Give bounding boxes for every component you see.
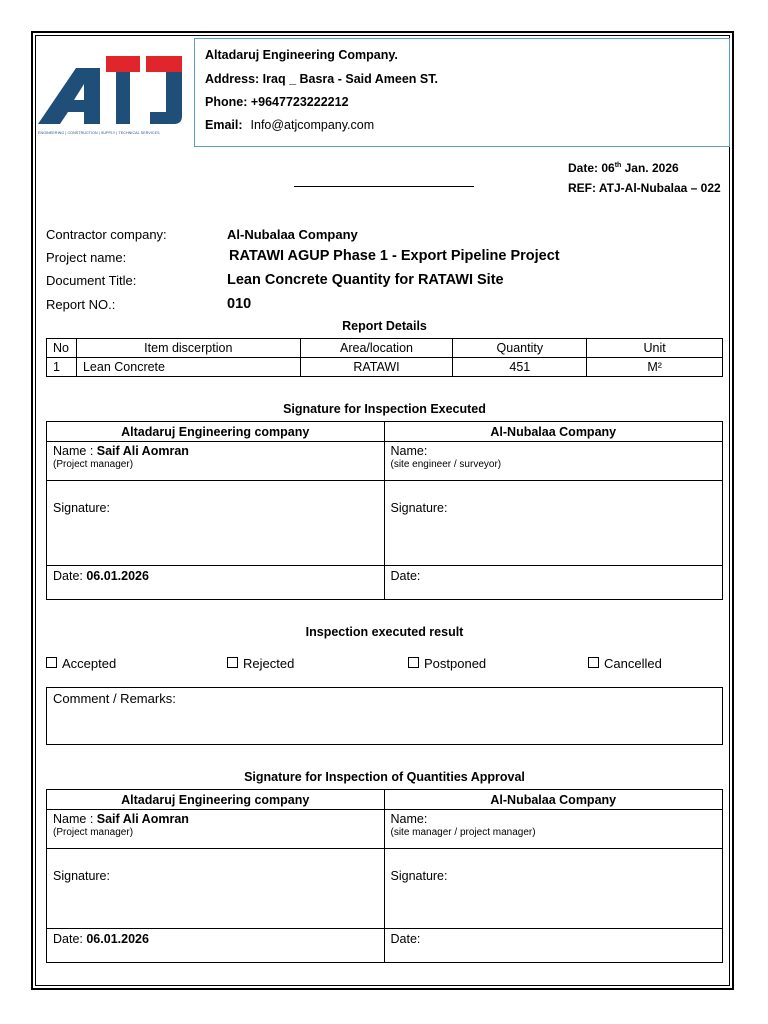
comment-remarks-field[interactable] bbox=[46, 687, 723, 745]
report-no-label: Report NO.: bbox=[46, 297, 116, 312]
quantities-approval-title: Signature for Inspection of Quantities Approval bbox=[244, 770, 525, 784]
column-header: No bbox=[47, 339, 77, 358]
report-details-title: Report Details bbox=[342, 319, 427, 333]
table-header-row bbox=[47, 339, 723, 358]
document-date: Date: 06th Jan. 2026 bbox=[568, 161, 679, 175]
left-signature-field[interactable]: Signature: bbox=[47, 849, 385, 929]
left-signature-field[interactable]: Signature: bbox=[47, 481, 385, 566]
table-row bbox=[47, 358, 723, 377]
contractor-value: Al-Nubalaa Company bbox=[227, 227, 358, 242]
left-company-header: Altadaruj Engineering company bbox=[47, 422, 385, 442]
right-signature-field[interactable]: Signature: bbox=[384, 849, 723, 929]
project-value: RATAWI AGUP Phase 1 - Export Pipeline Project bbox=[229, 248, 560, 264]
company-address: Address: Iraq _ Basra - Said Ameen ST. bbox=[205, 72, 438, 86]
cell-area: RATAWI bbox=[300, 358, 453, 377]
checkbox-icon[interactable] bbox=[408, 657, 419, 668]
inspection-executed-title: Signature for Inspection Executed bbox=[283, 402, 486, 416]
cell-quantity: 451 bbox=[453, 358, 587, 377]
right-name-cell[interactable]: Name: (site manager / project manager) bbox=[384, 810, 723, 849]
project-label: Project name: bbox=[46, 250, 127, 265]
cell-unit: M² bbox=[587, 358, 723, 377]
right-signature-field[interactable]: Signature: bbox=[384, 481, 723, 566]
right-date-field[interactable]: Date: bbox=[384, 929, 723, 963]
company-email: Email: Info@atjcompany.com bbox=[205, 118, 375, 132]
logo-caption: ENGINEERING | CONSTRUCTION | SUPPLY | TECHNICAL SERVICES bbox=[38, 131, 160, 135]
checkbox-icon[interactable] bbox=[46, 657, 57, 668]
inspection-executed-table bbox=[46, 421, 723, 600]
report-no-value: 010 bbox=[227, 296, 252, 312]
rejected-checkbox[interactable]: Rejected bbox=[227, 656, 294, 671]
accepted-checkbox[interactable]: Accepted bbox=[46, 656, 116, 671]
column-header: Quantity bbox=[453, 339, 587, 358]
column-header: Area/location bbox=[300, 339, 453, 358]
left-company-header: Altadaruj Engineering company bbox=[47, 790, 385, 810]
left-date-cell: Date: 06.01.2026 bbox=[47, 566, 385, 600]
cancelled-checkbox[interactable]: Cancelled bbox=[588, 656, 662, 671]
checkbox-icon[interactable] bbox=[227, 657, 238, 668]
checkbox-icon[interactable] bbox=[588, 657, 599, 668]
report-details-table bbox=[46, 338, 723, 377]
company-phone: Phone: +9647723222212 bbox=[205, 95, 349, 109]
quantities-approval-table bbox=[46, 789, 723, 963]
right-date-field[interactable]: Date: bbox=[384, 566, 723, 600]
right-company-header: Al-Nubalaa Company bbox=[384, 422, 723, 442]
document-title-value: Lean Concrete Quantity for RATAWI Site bbox=[227, 272, 504, 288]
left-name-cell: Name : Saif Ali Aomran (Project manager) bbox=[47, 810, 385, 849]
postponed-checkbox[interactable]: Postponed bbox=[408, 656, 486, 671]
company-contact-box bbox=[194, 38, 730, 147]
company-logo bbox=[38, 50, 188, 138]
cell-item: Lean Concrete bbox=[76, 358, 300, 377]
document-title-label: Document Title: bbox=[46, 273, 137, 288]
right-company-header: Al-Nubalaa Company bbox=[384, 790, 723, 810]
left-name-cell: Name : Saif Ali Aomran (Project manager) bbox=[47, 442, 385, 481]
contractor-label: Contractor company: bbox=[46, 227, 167, 242]
atj-logo-icon bbox=[38, 50, 188, 130]
remarks-label: Comment / Remarks: bbox=[53, 691, 176, 706]
company-name: Altadaruj Engineering Company. bbox=[205, 48, 398, 62]
right-name-cell[interactable]: Name: (site engineer / surveyor) bbox=[384, 442, 723, 481]
inspection-result-title: Inspection executed result bbox=[305, 625, 464, 639]
header-divider bbox=[294, 186, 474, 187]
column-header: Unit bbox=[587, 339, 723, 358]
document-ref: REF: ATJ-Al-Nubalaa – 022 bbox=[568, 181, 721, 195]
left-date-cell: Date: 06.01.2026 bbox=[47, 929, 385, 963]
cell-no: 1 bbox=[47, 358, 77, 377]
column-header: Item discerption bbox=[76, 339, 300, 358]
